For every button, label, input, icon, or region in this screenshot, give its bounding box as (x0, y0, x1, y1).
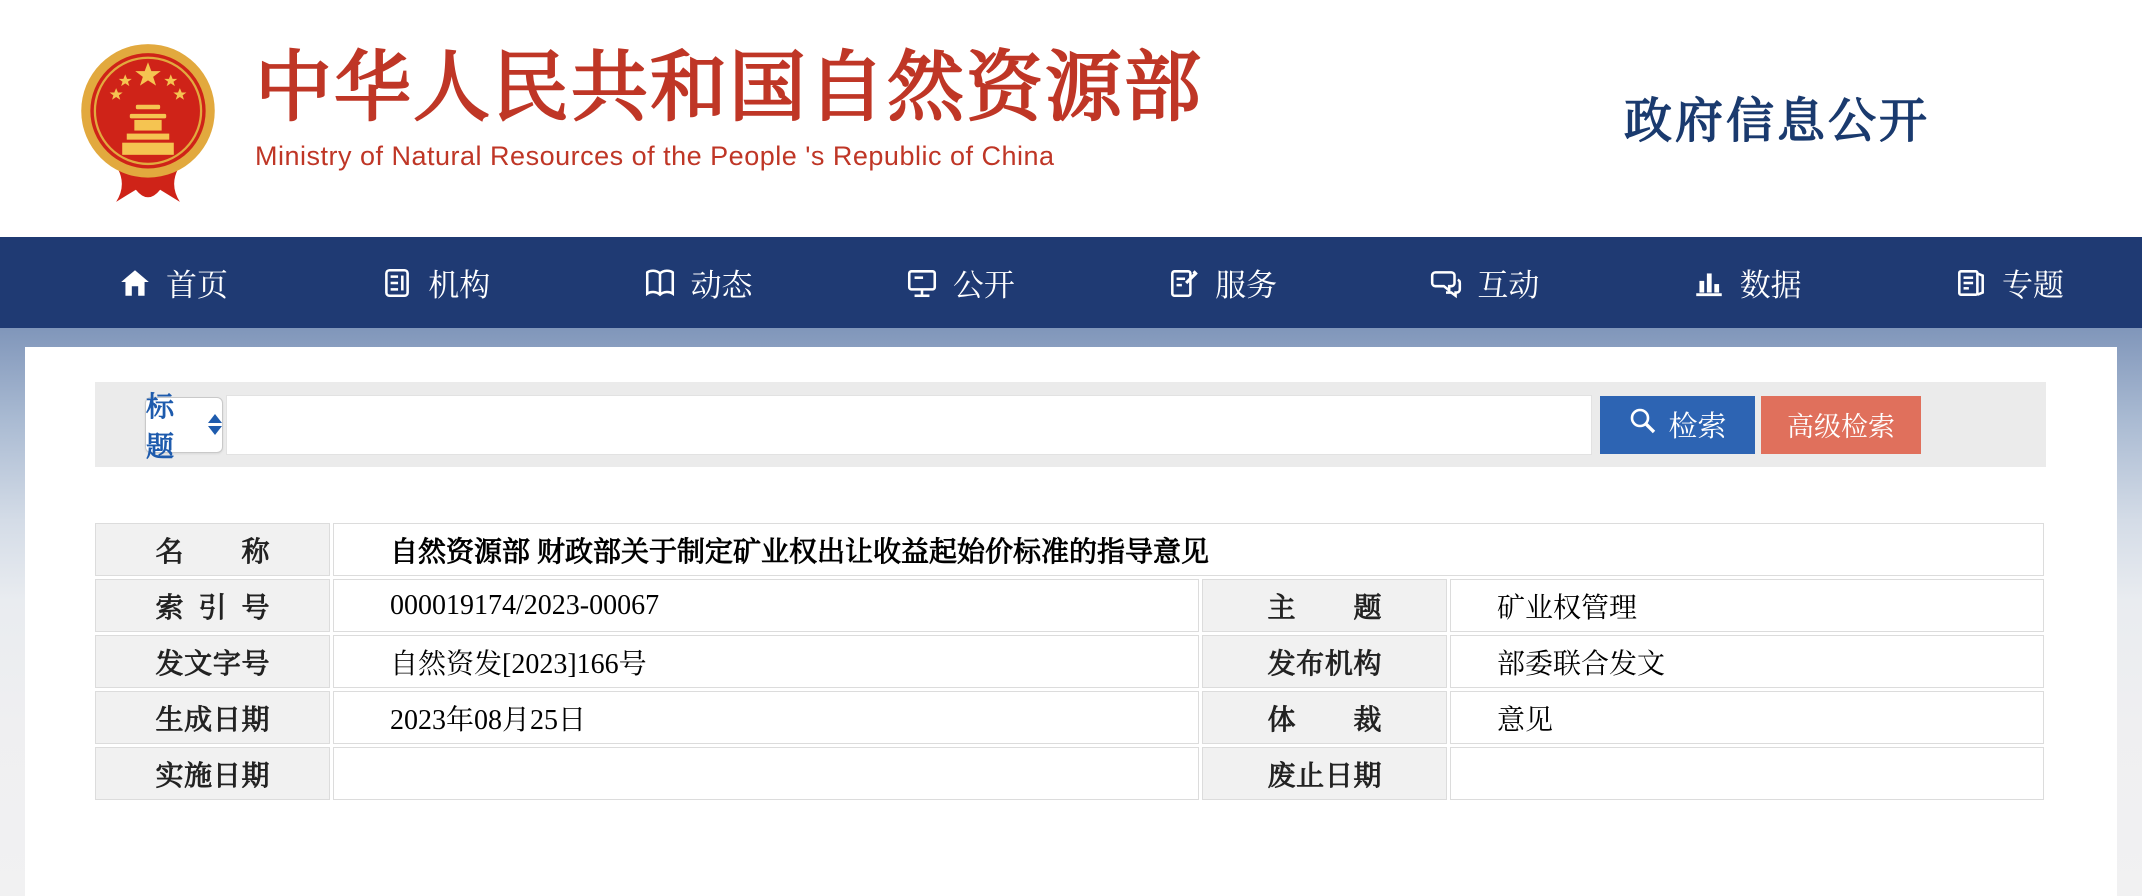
issuing-agency-label: 发布机构 (1202, 635, 1447, 688)
advanced-search-button[interactable]: 高级检索 (1761, 396, 1921, 454)
document-info-table (95, 523, 2047, 800)
nav-item-topics[interactable]: 专题 (1954, 260, 2064, 305)
index-number-label: 索引号 (95, 579, 330, 632)
nav-item-data[interactable]: 数据 (1692, 260, 1802, 305)
doc-number-label: 发文字号 (95, 635, 330, 688)
subject-value: 矿业权管理 (1450, 579, 2044, 632)
created-date-label: 生成日期 (95, 691, 330, 744)
site-title-block (255, 45, 1203, 172)
index-number-value: 000019174/2023-00067 (333, 579, 1199, 632)
site-name-en: Ministry of Natural Resources of the People 's Republic of China (255, 140, 1055, 171)
search-icon (1628, 406, 1658, 444)
name-label: 名称 (95, 523, 330, 576)
page-title: 政府信息公开 (1623, 95, 1930, 148)
abolish-date-value (1450, 747, 2044, 800)
genre-label: 体裁 (1202, 691, 1447, 744)
created-date-value: 2023年08月25日 (333, 691, 1199, 744)
home-icon (118, 266, 152, 300)
service-icon (1167, 266, 1201, 300)
implement-date-value (333, 747, 1199, 800)
doc-number-value: 自然资发[2023]166号 (333, 635, 1199, 688)
national-emblem-icon (72, 38, 224, 214)
search-bar (95, 382, 2046, 467)
disclosure-icon (905, 266, 939, 300)
abolish-date-label: 废止日期 (1202, 747, 1447, 800)
site-header (0, 0, 2142, 237)
search-button[interactable]: 检索 (1600, 396, 1755, 454)
main-nav (0, 237, 2142, 328)
search-field-selector[interactable] (145, 390, 223, 462)
issuing-agency-value: 部委联合发文 (1450, 635, 2044, 688)
news-icon (643, 266, 677, 300)
nav-item-home[interactable]: 首页 (118, 260, 228, 305)
nav-item-news[interactable]: 动态 (643, 260, 753, 305)
search-input[interactable] (226, 395, 1592, 455)
genre-value: 意见 (1450, 691, 2044, 744)
nav-item-organization[interactable]: 机构 (380, 260, 490, 305)
implement-date-label: 实施日期 (95, 747, 330, 800)
nav-item-interaction[interactable]: 互动 (1429, 260, 1539, 305)
selector-arrows-icon (208, 414, 222, 435)
search-field-selector-value: 标题 (146, 390, 175, 462)
site-name-zh: 中华人民共和国自然资源部 (255, 45, 1203, 131)
organization-icon (380, 266, 414, 300)
topics-icon (1954, 266, 1988, 300)
name-value: 自然资源部 财政部关于制定矿业权出让收益起始价标准的指导意见 (333, 523, 2044, 576)
interaction-icon (1429, 266, 1463, 300)
content-panel (25, 347, 2117, 896)
subject-label: 主题 (1202, 579, 1447, 632)
nav-item-disclosure[interactable]: 公开 (905, 260, 1015, 305)
data-icon (1692, 266, 1726, 300)
nav-item-service[interactable]: 服务 (1167, 260, 1277, 305)
